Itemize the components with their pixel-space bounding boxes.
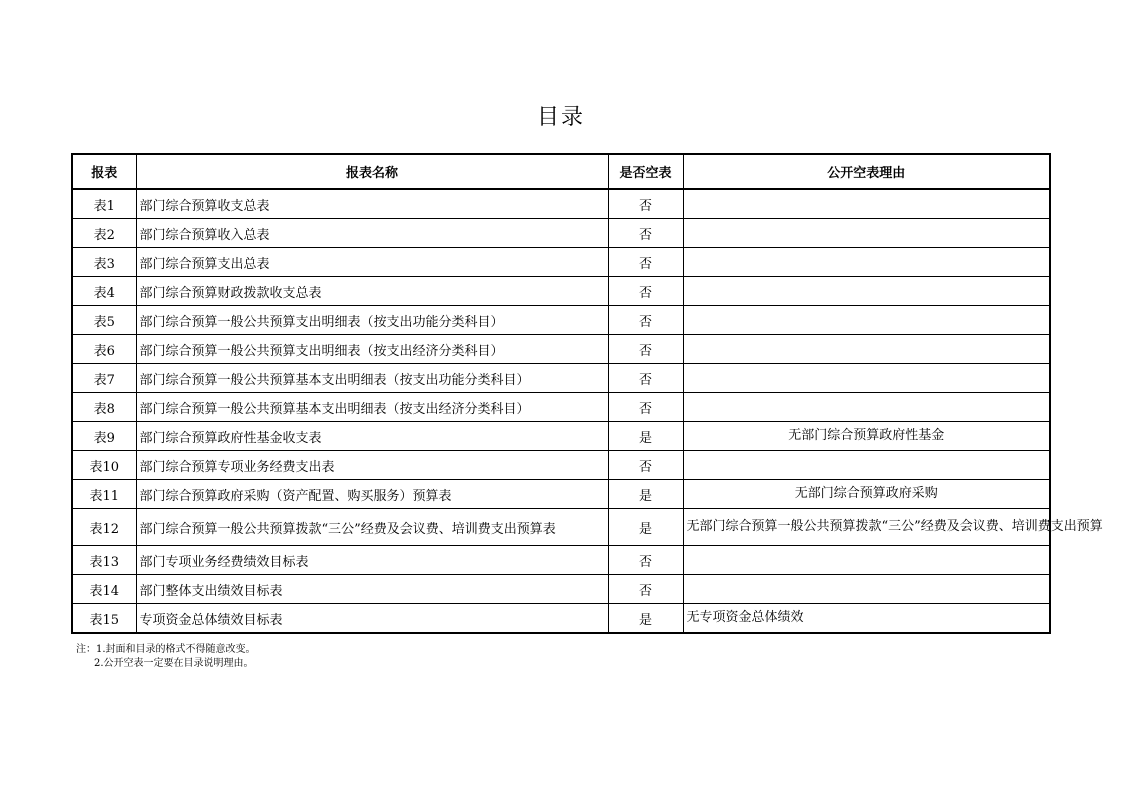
table-row [72,575,1050,604]
row-num: 表14 [72,575,136,604]
table-row [72,306,1050,335]
row-reason [683,189,1050,219]
row-num: 表4 [72,277,136,306]
row-reason: 无专项资金总体绩效 [683,604,1050,634]
row-is-empty: 否 [608,335,683,364]
table-row [72,546,1050,575]
row-reason [683,219,1050,248]
row-reason [683,306,1050,335]
row-is-empty: 否 [608,189,683,219]
row-name: 部门综合预算收支总表 [136,189,608,219]
row-name: 部门综合预算政府性基金收支表 [136,422,608,451]
row-name: 部门综合预算一般公共预算支出明细表（按支出经济分类科目） [136,335,608,364]
header-name: 报表名称 [136,154,608,189]
row-is-empty: 是 [608,422,683,451]
header-num: 报表 [72,154,136,189]
row-is-empty: 否 [608,575,683,604]
row-name: 部门综合预算收入总表 [136,219,608,248]
row-reason [683,575,1050,604]
table-row [72,480,1050,509]
row-num: 表8 [72,393,136,422]
table-row [72,422,1050,451]
row-is-empty: 是 [608,480,683,509]
row-reason [683,364,1050,393]
row-is-empty: 否 [608,451,683,480]
row-is-empty: 否 [608,393,683,422]
row-name: 部门综合预算一般公共预算基本支出明细表（按支出经济分类科目） [136,393,608,422]
table-row [72,364,1050,393]
table-row [72,219,1050,248]
row-is-empty: 否 [608,306,683,335]
row-num: 表13 [72,546,136,575]
row-num: 表1 [72,189,136,219]
row-num: 表2 [72,219,136,248]
row-name: 部门综合预算一般公共预算拨款“三公”经费及会议费、培训费支出预算表 [136,509,608,546]
table-row [72,248,1050,277]
row-num: 表3 [72,248,136,277]
row-reason [683,546,1050,575]
table-row [72,604,1050,634]
footnotes [76,643,256,671]
header-reason: 公开空表理由 [683,154,1050,189]
row-name: 部门综合预算一般公共预算支出明细表（按支出功能分类科目） [136,306,608,335]
row-num: 表6 [72,335,136,364]
row-name: 专项资金总体绩效目标表 [136,604,608,634]
row-reason [683,451,1050,480]
row-is-empty: 是 [608,509,683,546]
row-reason [683,393,1050,422]
row-is-empty: 否 [608,277,683,306]
row-name: 部门综合预算专项业务经费支出表 [136,451,608,480]
row-is-empty: 否 [608,248,683,277]
table-row [72,451,1050,480]
row-reason: 无部门综合预算一般公共预算拨款“三公”经费及会议费、培训费支出预算 [683,509,1050,546]
row-reason [683,335,1050,364]
row-num: 表5 [72,306,136,335]
header-is-empty: 是否空表 [608,154,683,189]
row-num: 表11 [72,480,136,509]
row-num: 表10 [72,451,136,480]
row-reason [683,277,1050,306]
row-name: 部门综合预算支出总表 [136,248,608,277]
row-is-empty: 否 [608,364,683,393]
row-reason [683,248,1050,277]
table-row [72,277,1050,306]
footnote-1: 注：1.封面和目录的格式不得随意改变。 [76,644,256,655]
row-num: 表12 [72,509,136,546]
table-row [72,189,1050,219]
row-is-empty: 否 [608,546,683,575]
row-name: 部门综合预算政府采购（资产配置、购买服务）预算表 [136,480,608,509]
row-is-empty: 是 [608,604,683,634]
row-num: 表15 [72,604,136,634]
row-name: 部门综合预算财政拨款收支总表 [136,277,608,306]
row-name: 部门综合预算一般公共预算基本支出明细表（按支出功能分类科目） [136,364,608,393]
row-num: 表9 [72,422,136,451]
row-reason: 无部门综合预算政府采购 [683,480,1050,509]
row-name: 部门专项业务经费绩效目标表 [136,546,608,575]
page-title: 目录 [536,105,585,130]
row-is-empty: 否 [608,219,683,248]
footnote-2: 2.公开空表一定要在目录说明理由。 [94,658,254,669]
table-header-row [72,154,1050,189]
table-of-contents [71,153,1103,634]
table-row [72,509,1050,546]
table-row [72,393,1050,422]
row-num: 表7 [72,364,136,393]
row-name: 部门整体支出绩效目标表 [136,575,608,604]
row-reason: 无部门综合预算政府性基金 [683,422,1050,451]
table-row [72,335,1050,364]
